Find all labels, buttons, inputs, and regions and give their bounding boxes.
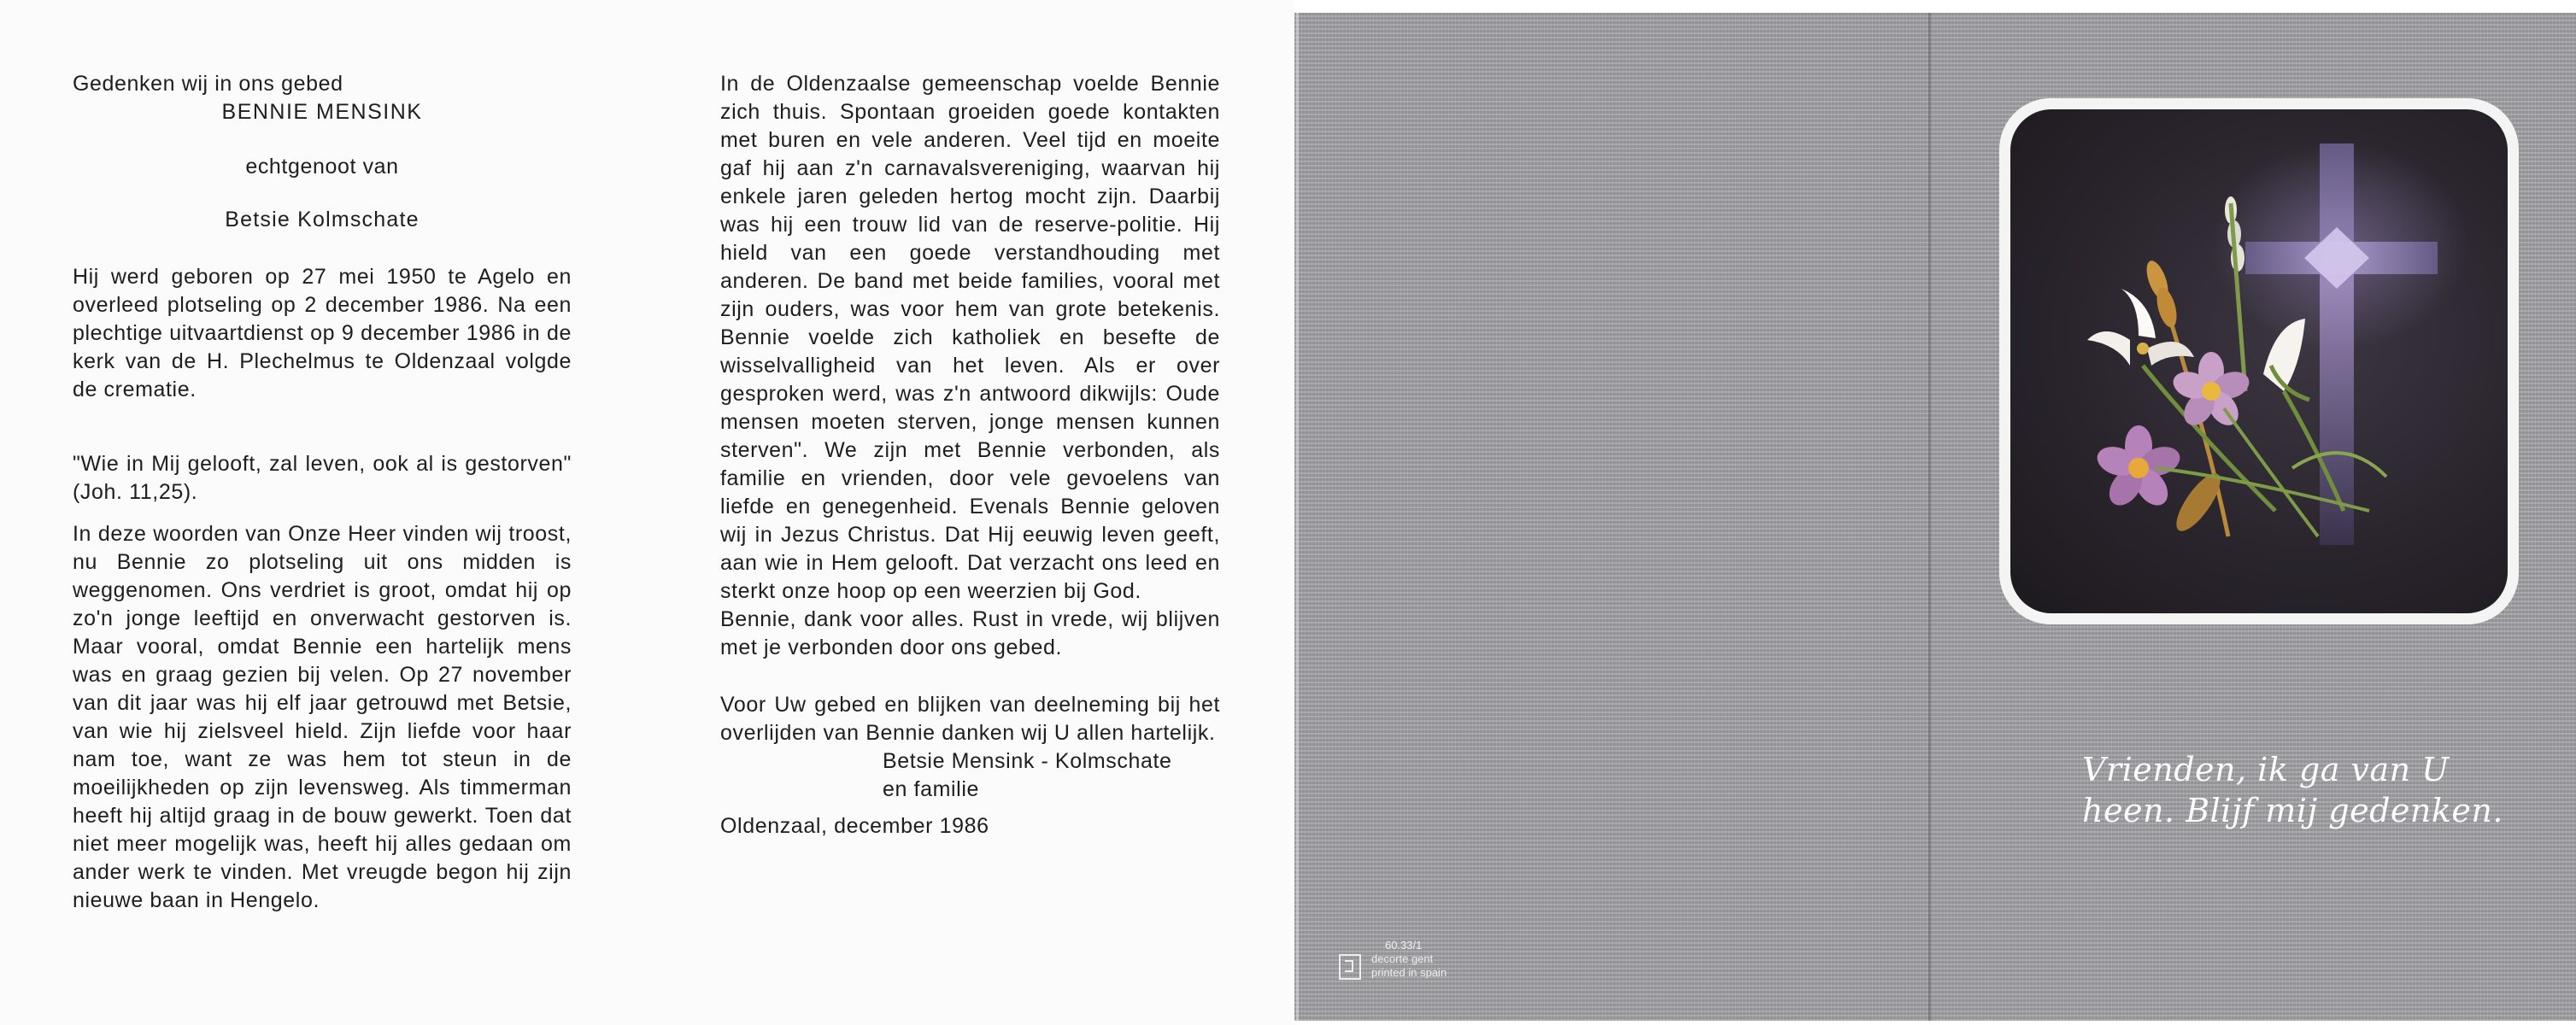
scripture-quote: "Wie in Mij gelooft, zal leven, ook al is gestorven" (Joh. 11,25). <box>73 452 572 504</box>
opening-line: Gedenken wij in ons gebed <box>73 72 343 96</box>
printer-imprint <box>1339 939 1446 980</box>
verse-line-2: heen. Blijf mij gedenken. <box>2082 792 2503 829</box>
community-paragraph: In de Oldenzaalse gemeenschap voelde Bennie zich thuis. Spontaan groeiden goede kontakten met buren en vele anderen. Veel tijd en moeite gaf hij aan z'n carnavalsvereniging, waarvan hij enkele jaren geleden hertog mocht zijn. Daarbij was hij een trouw lid van de reserve-politie. Hij hield van een goede verstandhouding met anderen. De band met beide families, vooral met zijn ouders, was voor hem van grote betekenis. Bennie voelde zich katholiek en besefte de wisselvalligheid van het leven. Als er over gesproken werd, was z'n antwoord dikwijls: Oude mensen moeten sterven, jonge mensen kunnen sterven". We zijn met Bennie verbonden, als familie en vrienden, door vele gevoelens van liefde en genegenheid. Evenals Bennie geloven wij in Jezus Christus. Dat Hij eeuwig leven geeft, aan wie in Hem gelooft. Dat verzacht ons leed en sterkt onze hoop op een weerzien bij God. <box>720 72 1220 603</box>
cover-illustration <box>2010 109 2508 613</box>
verse-line-1: Vrienden, ik ga van U <box>2082 751 2450 788</box>
thanks-paragraph: Voor Uw gebed en blijken van deelneming bij het overlijden van Bennie danken wij U allen hartelijk. <box>720 693 1220 745</box>
spouse-name: Betsie Kolmschate <box>225 208 420 231</box>
signature-name: Betsie Mensink - Kolmschate <box>883 749 1172 773</box>
deceased-name: BENNIE MENSINK <box>221 100 423 124</box>
cross-and-flowers-image <box>2010 109 2508 613</box>
right-column <box>720 70 1220 840</box>
biography-paragraph: Hij werd geboren op 27 mei 1950 te Agelo en overleed plotseling op 2 december 1986. Na een plechtige uitvaartdienst op 9 december 1986 in de kerk van de H. Plechelmus te Oldenzaal volgde de crematie. <box>73 265 572 401</box>
imprint-code: 60.33/1 <box>1385 939 1423 952</box>
farewell-paragraph: Bennie, dank voor alles. Rust in vrede, wij blijven met je verbonden door ons gebed. <box>720 607 1220 659</box>
reflection-paragraph: In deze woorden van Onze Heer vinden wij troost, nu Bennie zo plotseling uit ons midden is weggenomen. Ons verdriet is groot, omdat hij op zo'n jonge leeftijd en onverwacht gestorven is. Maar vooral, omdat Bennie een hartelijk mens was en graag gezien bij velen. Op 27 november van dit jaar was hij elf jaar getrouwd met Betsie, van wie hij zielsveel hield. Zijn liefde voor haar nam toe, want ze was hem tot steun in de moeilijkheden op zijn levensweg. Als timmerman heeft hij altijd graag in de bouw gewerkt. Toen dat niet meer mogelijk was, heeft hij alles gedaan om ander werk te vinden. Met vreugde begon hij zijn nieuwe baan in Hengelo. <box>73 522 572 912</box>
imprint-brand: decorte gent <box>1371 952 1434 965</box>
signature-family: en familie <box>883 777 979 801</box>
printer-logo-icon <box>1339 954 1361 980</box>
cover-edge <box>1296 13 1299 1021</box>
spouse-relation: echtgenoot van <box>245 155 399 179</box>
left-column <box>73 70 572 915</box>
memorial-verse <box>2082 749 2509 831</box>
photo-frame <box>1999 98 2519 624</box>
imprint-origin: printed in spain <box>1371 966 1447 979</box>
place-and-date: Oldenzaal, december 1986 <box>720 814 989 838</box>
card-cover <box>1294 13 2576 1021</box>
cover-fold-line <box>1928 13 1931 1021</box>
